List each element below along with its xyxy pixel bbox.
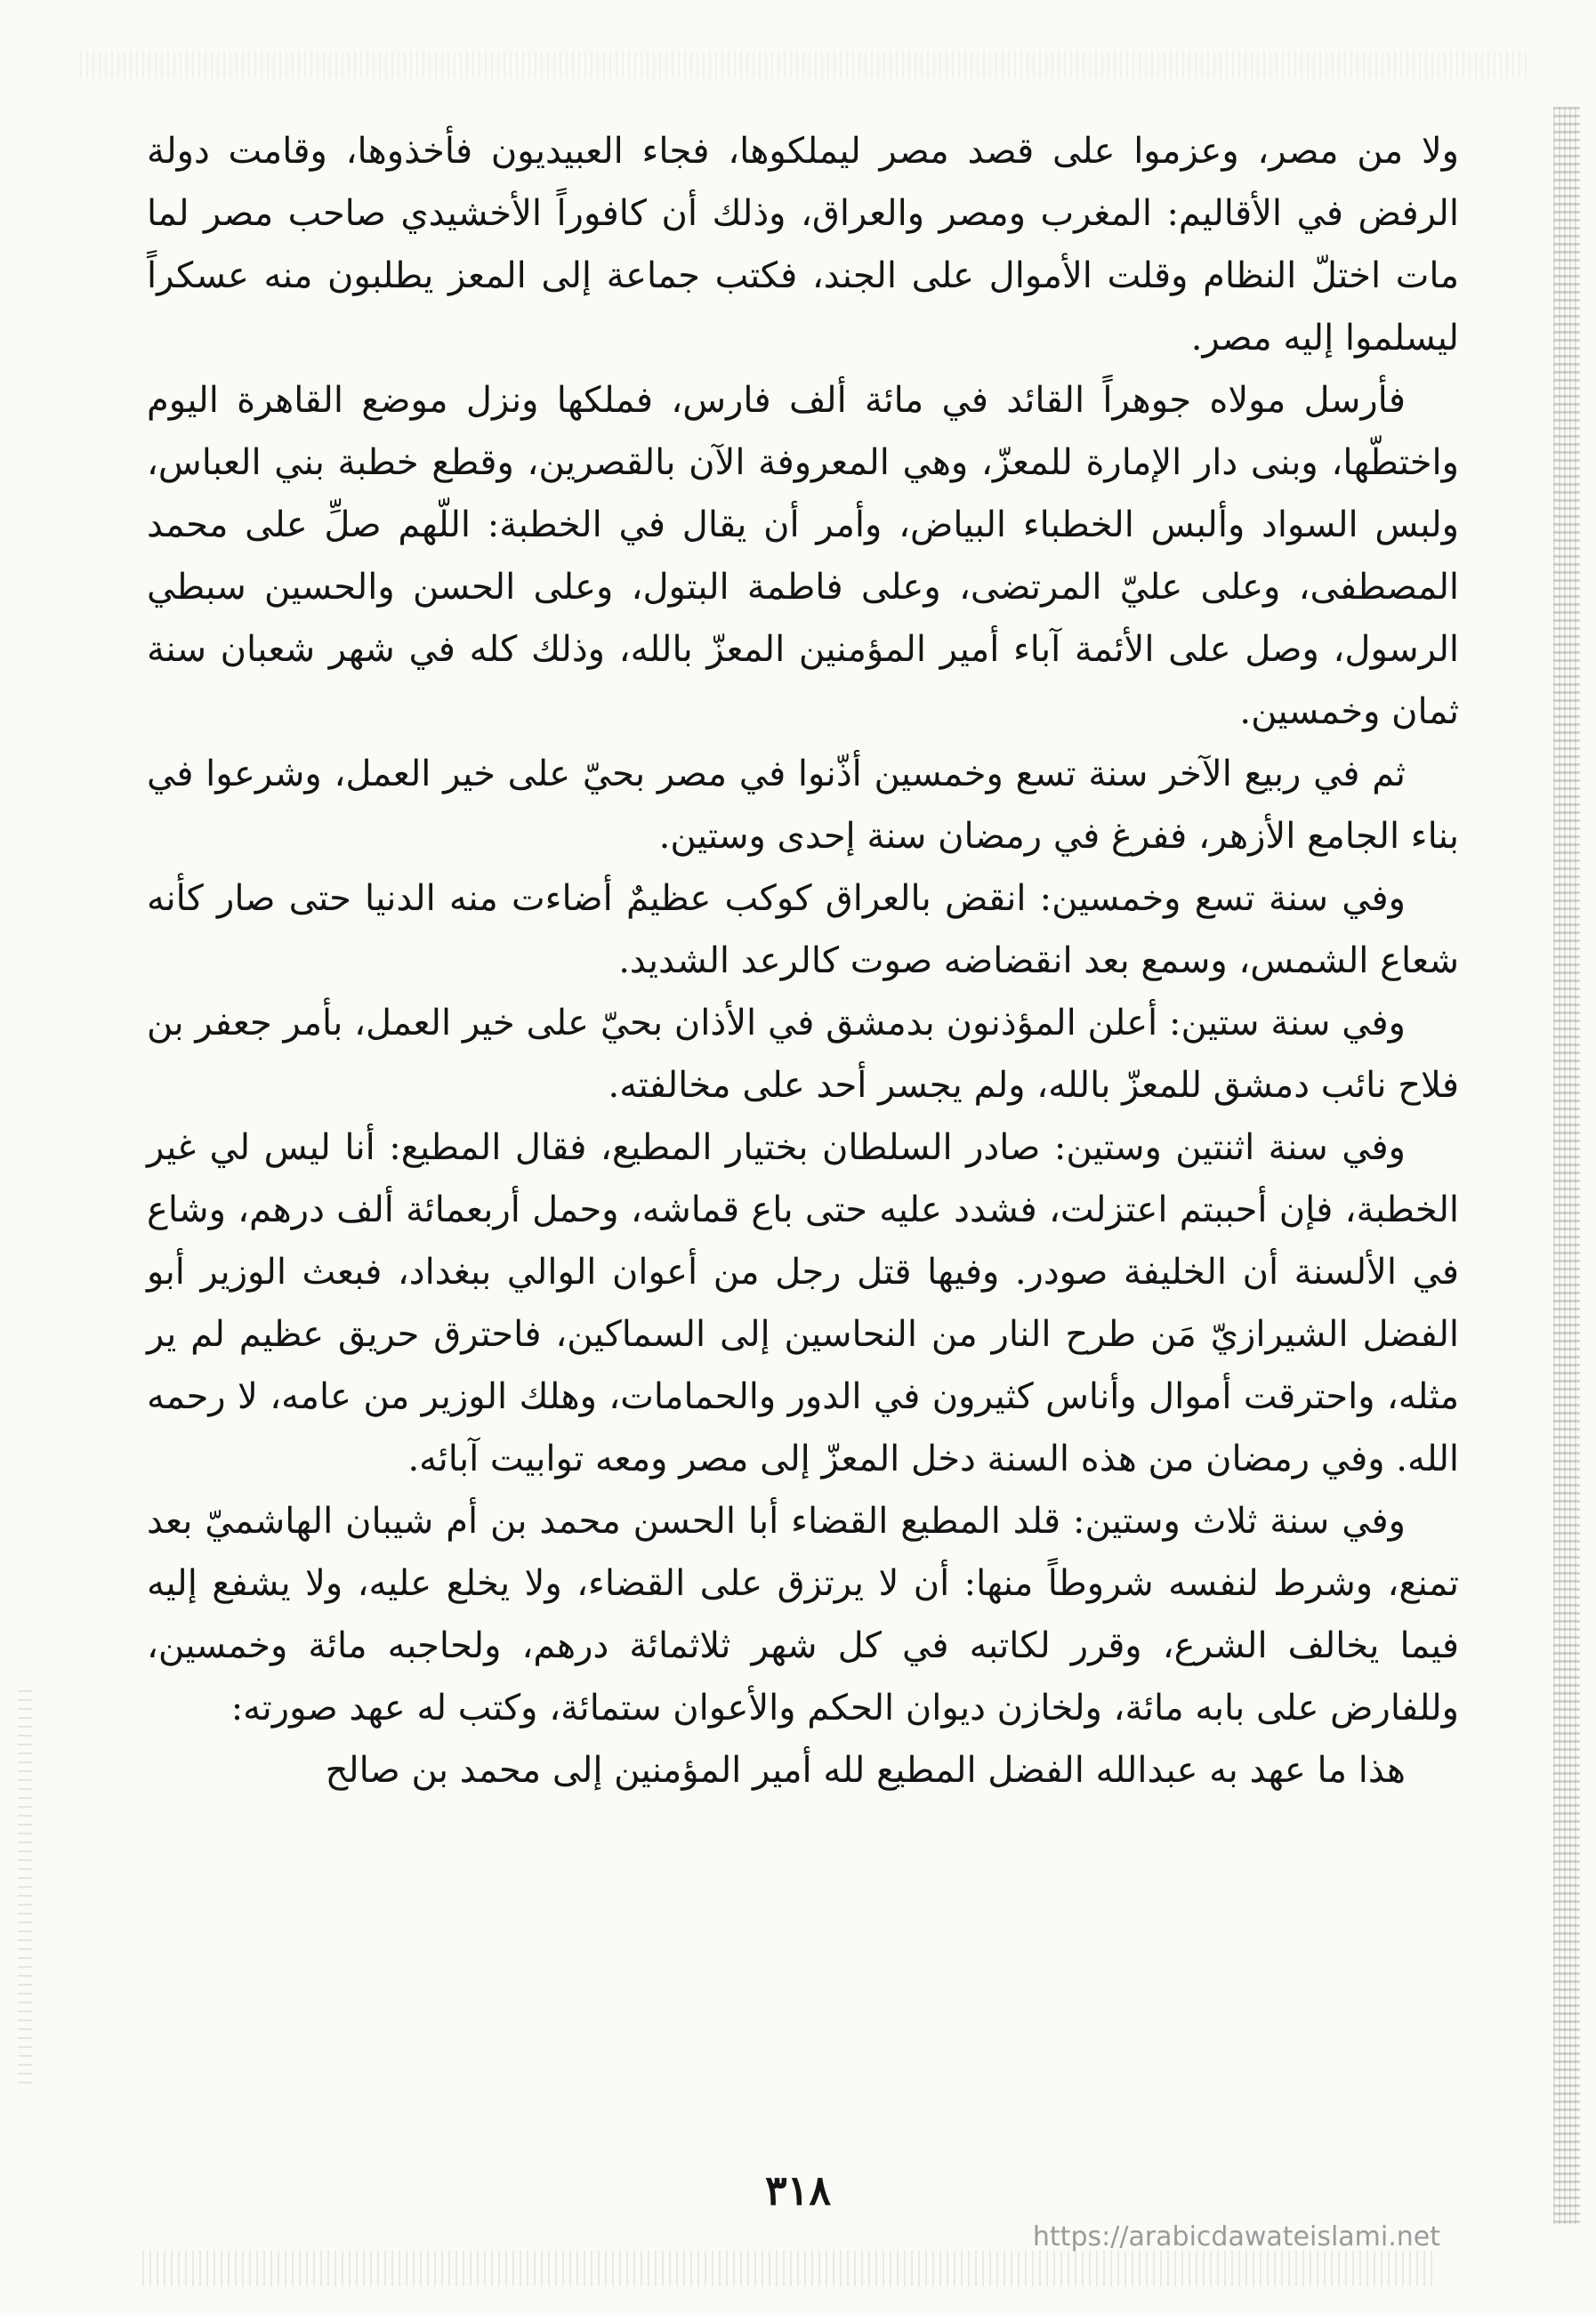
paragraph-7: وفي سنة ثلاث وستين: قلد المطيع القضاء أبا الحسن محمد بن أم شيبان الهاشميّ بعد تمنع، وشرط لنفسه شروطاً منها: أن لا يرتزق على القضاء، ولا يخلع عليه، ولا يشفع إليه فيما يخالف الشرع، وقرر لكاتبه في كل شهر ثلاثمائة درهم، ولحاجبه مائة وخمسين، وللفارض على بابه مائة، ولخازن ديوان الحكم والأعوان ستمائة، وكتب له عهد صورته:: [147, 1501, 1459, 1729]
paragraph-6: وفي سنة اثنتين وستين: صادر السلطان بختيار المطيع، فقال المطيع: أنا ليس لي غير الخطبة، فإن أحببتم اعتزلت، فشدد عليه حتى باع قماشه، وحمل أربعمائة ألف درهم، وشاع في الألسنة أن الخليفة صودر. وفيها قتل رجل من أعوان الوالي ببغداد، فبعث الوزير أبو الفضل الشيرازيّ مَن طرح النار من النحاسين إلى السماكين، فاحترق حريق عظيم لم ير مثله، واحترقت أموال وأناس كثيرون في الدور والحمامات، وهلك الوزير من عامه، لا رحمه الله. وفي رمضان من هذه السنة دخل المعزّ إلى مصر ومعه توابيت آبائه.: [147, 1127, 1459, 1479]
watermark-url[interactable]: https://arabicdawateislami.net: [1032, 2221, 1440, 2253]
scan-noise-top: [80, 52, 1530, 78]
paragraph-5: وفي سنة ستين: أعلن المؤذنون بدمشق في الأذان بحيّ على خير العمل، بأمر جعفر بن فلاح نائب دمشق للمعزّ بالله، ولم يجسر أحد على مخالفته.: [147, 1003, 1459, 1106]
paragraph-2: فأرسل مولاه جوهراً القائد في مائة ألف فارس، فملكها ونزل موضع القاهرة اليوم واختطّها، وبنى دار الإمارة للمعزّ، وهي المعروفة الآن بالقصرين، وقطع خطبة بني العباس، ولبس السواد وألبس الخطباء البياض، وأمر أن يقال في الخطبة: اللّهم صلِّ على محمد المصطفى، وعلى عليّ المرتضى، وعلى فاطمة البتول، وعلى الحسن والحسين سبطي الرسول، وصل على الأئمة آباء أمير المؤمنين المعزّ بالله، وذلك كله في شهر شعبان سنة ثمان وخمسين.: [147, 380, 1459, 732]
paragraph-1: ولا من مصر، وعزموا على قصد مصر ليملكوها، فجاء العبيديون فأخذوها، وقامت دولة الرفض في الأقاليم: المغرب ومصر والعراق، وذلك أن كافوراً الأخشيدي صاحب مصر لما مات اختلّ النظام وقلت الأموال على الجند، فكتب جماعة إلى المعز يطلبون منه عسكراً ليسلموا إليه مصر.: [147, 131, 1459, 359]
paragraph-3: ثم في ربيع الآخر سنة تسع وخمسين أذّنوا في مصر بحيّ على خير العمل، وشرعوا في بناء الجامع الأزهر، ففرغ في رمضان سنة إحدى وستين.: [147, 754, 1459, 857]
page-number: ٣١٨: [764, 2166, 832, 2214]
paragraph-8: هذا ما عهد به عبدالله الفضل المطيع لله أمير المؤمنين إلى محمد بن صالح: [325, 1750, 1406, 1791]
scan-edge-left: [18, 1690, 32, 2091]
scan-noise-bottom: [142, 2251, 1432, 2286]
paragraph-4: وفي سنة تسع وخمسين: انقض بالعراق كوكب عظيمٌ أضاءت منه الدنيا حتى صار كأنه شعاع الشمس، وسمع بعد انقضاضه صوت كالرعد الشديد.: [147, 878, 1459, 981]
body-text: [147, 120, 1459, 1801]
scan-edge-right: [1553, 107, 1580, 2224]
